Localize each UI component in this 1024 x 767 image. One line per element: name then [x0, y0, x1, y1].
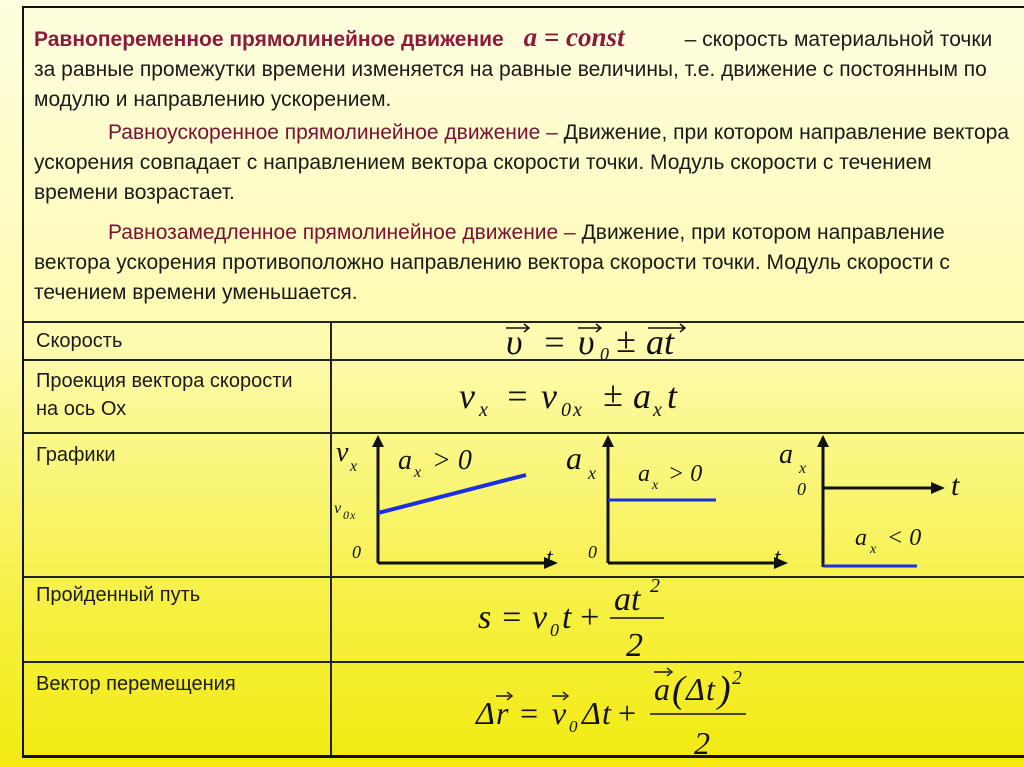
svg-text:2: 2: [650, 575, 660, 597]
row-label-projection: Проекция вектора скорости на ось Ох: [36, 370, 293, 420]
formula-velocity: [500, 322, 720, 362]
svg-text:x: x: [652, 478, 659, 493]
svg-text:> 0: > 0: [432, 445, 472, 476]
decelerated-paragraph: [34, 218, 1009, 308]
svg-text:2: 2: [732, 667, 742, 689]
decel-term: Равнозамедленное прямолинейное движение –: [108, 221, 576, 244]
accelerated-paragraph: [34, 118, 1009, 208]
svg-text:Δ: Δ: [686, 671, 705, 707]
svg-text:v: v: [459, 376, 475, 416]
svg-text:v: v: [552, 695, 567, 731]
svg-text:x: x: [414, 464, 422, 481]
svg-text:0: 0: [352, 542, 361, 562]
svg-text:x: x: [573, 399, 582, 421]
svg-text:υ: υ: [506, 322, 523, 362]
svg-text:0: 0: [797, 479, 806, 499]
svg-text:r: r: [496, 695, 509, 731]
svg-text:a: a: [633, 376, 651, 416]
svg-text:0: 0: [343, 508, 349, 522]
svg-text:v: v: [334, 500, 342, 517]
row-label-graphs: Графики: [36, 444, 116, 466]
formula-displacement: [470, 664, 760, 759]
svg-text:x: x: [479, 399, 488, 421]
heading-formula: a = const: [523, 22, 625, 52]
svg-text:=: =: [505, 376, 530, 416]
velocity-line: [378, 475, 526, 513]
svg-text:υ: υ: [578, 322, 595, 362]
svg-text:0: 0: [550, 620, 559, 640]
svg-text:t: t: [951, 469, 960, 502]
svg-text:x: x: [588, 463, 596, 483]
svg-text:Δ: Δ: [476, 695, 495, 731]
graph-velocity: [330, 433, 560, 576]
svg-text:=: =: [518, 695, 540, 731]
intro-text: [34, 22, 1009, 308]
graph-acceleration-negative: [775, 433, 990, 576]
svg-text:t: t: [774, 545, 781, 571]
svg-text:±: ±: [603, 374, 623, 414]
svg-text:s: s: [478, 599, 492, 636]
definition-paragraph: [34, 22, 1009, 115]
svg-text:0: 0: [588, 542, 597, 562]
svg-text:at: at: [646, 322, 675, 362]
g1-y-axis: v: [336, 437, 349, 468]
row-label-velocity: Скорость: [36, 330, 123, 352]
formula-projection: [455, 372, 715, 427]
heading-term: Равнопеременное прямолинейное движение: [34, 28, 504, 51]
graph-acceleration-positive: [560, 433, 790, 576]
svg-text:2: 2: [694, 725, 710, 761]
svg-text:x: x: [870, 542, 877, 557]
svg-text:0: 0: [600, 344, 609, 364]
svg-text:v: v: [541, 376, 557, 416]
svg-text:=: =: [542, 322, 567, 362]
svg-text:x: x: [350, 458, 358, 475]
svg-text:0: 0: [569, 717, 578, 736]
formula-distance: [470, 575, 690, 664]
table-divider: [24, 661, 1024, 663]
svg-text:t: t: [667, 376, 678, 416]
svg-text:a: a: [855, 525, 867, 551]
svg-text:t: t: [562, 599, 572, 636]
heading-tail: – скорость: [684, 28, 789, 51]
svg-text:Δ: Δ: [582, 695, 601, 731]
svg-text:=: =: [500, 599, 523, 636]
svg-text:v: v: [532, 599, 548, 636]
svg-text:t: t: [706, 671, 715, 707]
row-label-distance: Пройденный путь: [36, 584, 201, 606]
svg-text:a: a: [654, 671, 670, 707]
svg-text:(: (: [672, 669, 685, 711]
decel-text: Движение, при котором направление вектора ускорения противоположно направлению вектора скорости точки. Модуль скорости с течением времени уменьшается.: [34, 221, 950, 304]
svg-text:t: t: [602, 695, 611, 731]
svg-text:a: a: [779, 439, 793, 470]
heading-rest: материальной точки за равные промежутки времени изменяется на равные величины, т.е. движение с постоянным по модулю и направлению ускорением.: [34, 28, 993, 111]
svg-text:t: t: [546, 545, 553, 571]
svg-text:0: 0: [561, 399, 571, 421]
svg-text:x: x: [799, 460, 807, 477]
svg-text:> 0: > 0: [668, 461, 703, 487]
row-label-displacement: Вектор перемещения: [36, 673, 236, 695]
svg-text:< 0: < 0: [887, 525, 922, 551]
accel-text: Движение, при котором направление вектора ускорения совпадает с направлением вектора скорости точки. Модуль скорости с течением времени возрастает.: [34, 121, 1010, 204]
svg-text:at: at: [614, 581, 641, 618]
svg-text:±: ±: [616, 320, 636, 360]
svg-text:x: x: [653, 399, 662, 421]
accel-term: Равноускоренное прямолинейное движение –: [108, 121, 558, 144]
svg-text:x: x: [350, 508, 356, 522]
svg-text:+: +: [616, 695, 638, 731]
svg-text:a: a: [638, 461, 650, 487]
svg-text:a: a: [566, 440, 582, 476]
svg-text:2: 2: [626, 627, 643, 664]
svg-text:a: a: [398, 445, 412, 476]
svg-text:): ): [718, 669, 731, 711]
svg-text:+: +: [578, 599, 601, 636]
